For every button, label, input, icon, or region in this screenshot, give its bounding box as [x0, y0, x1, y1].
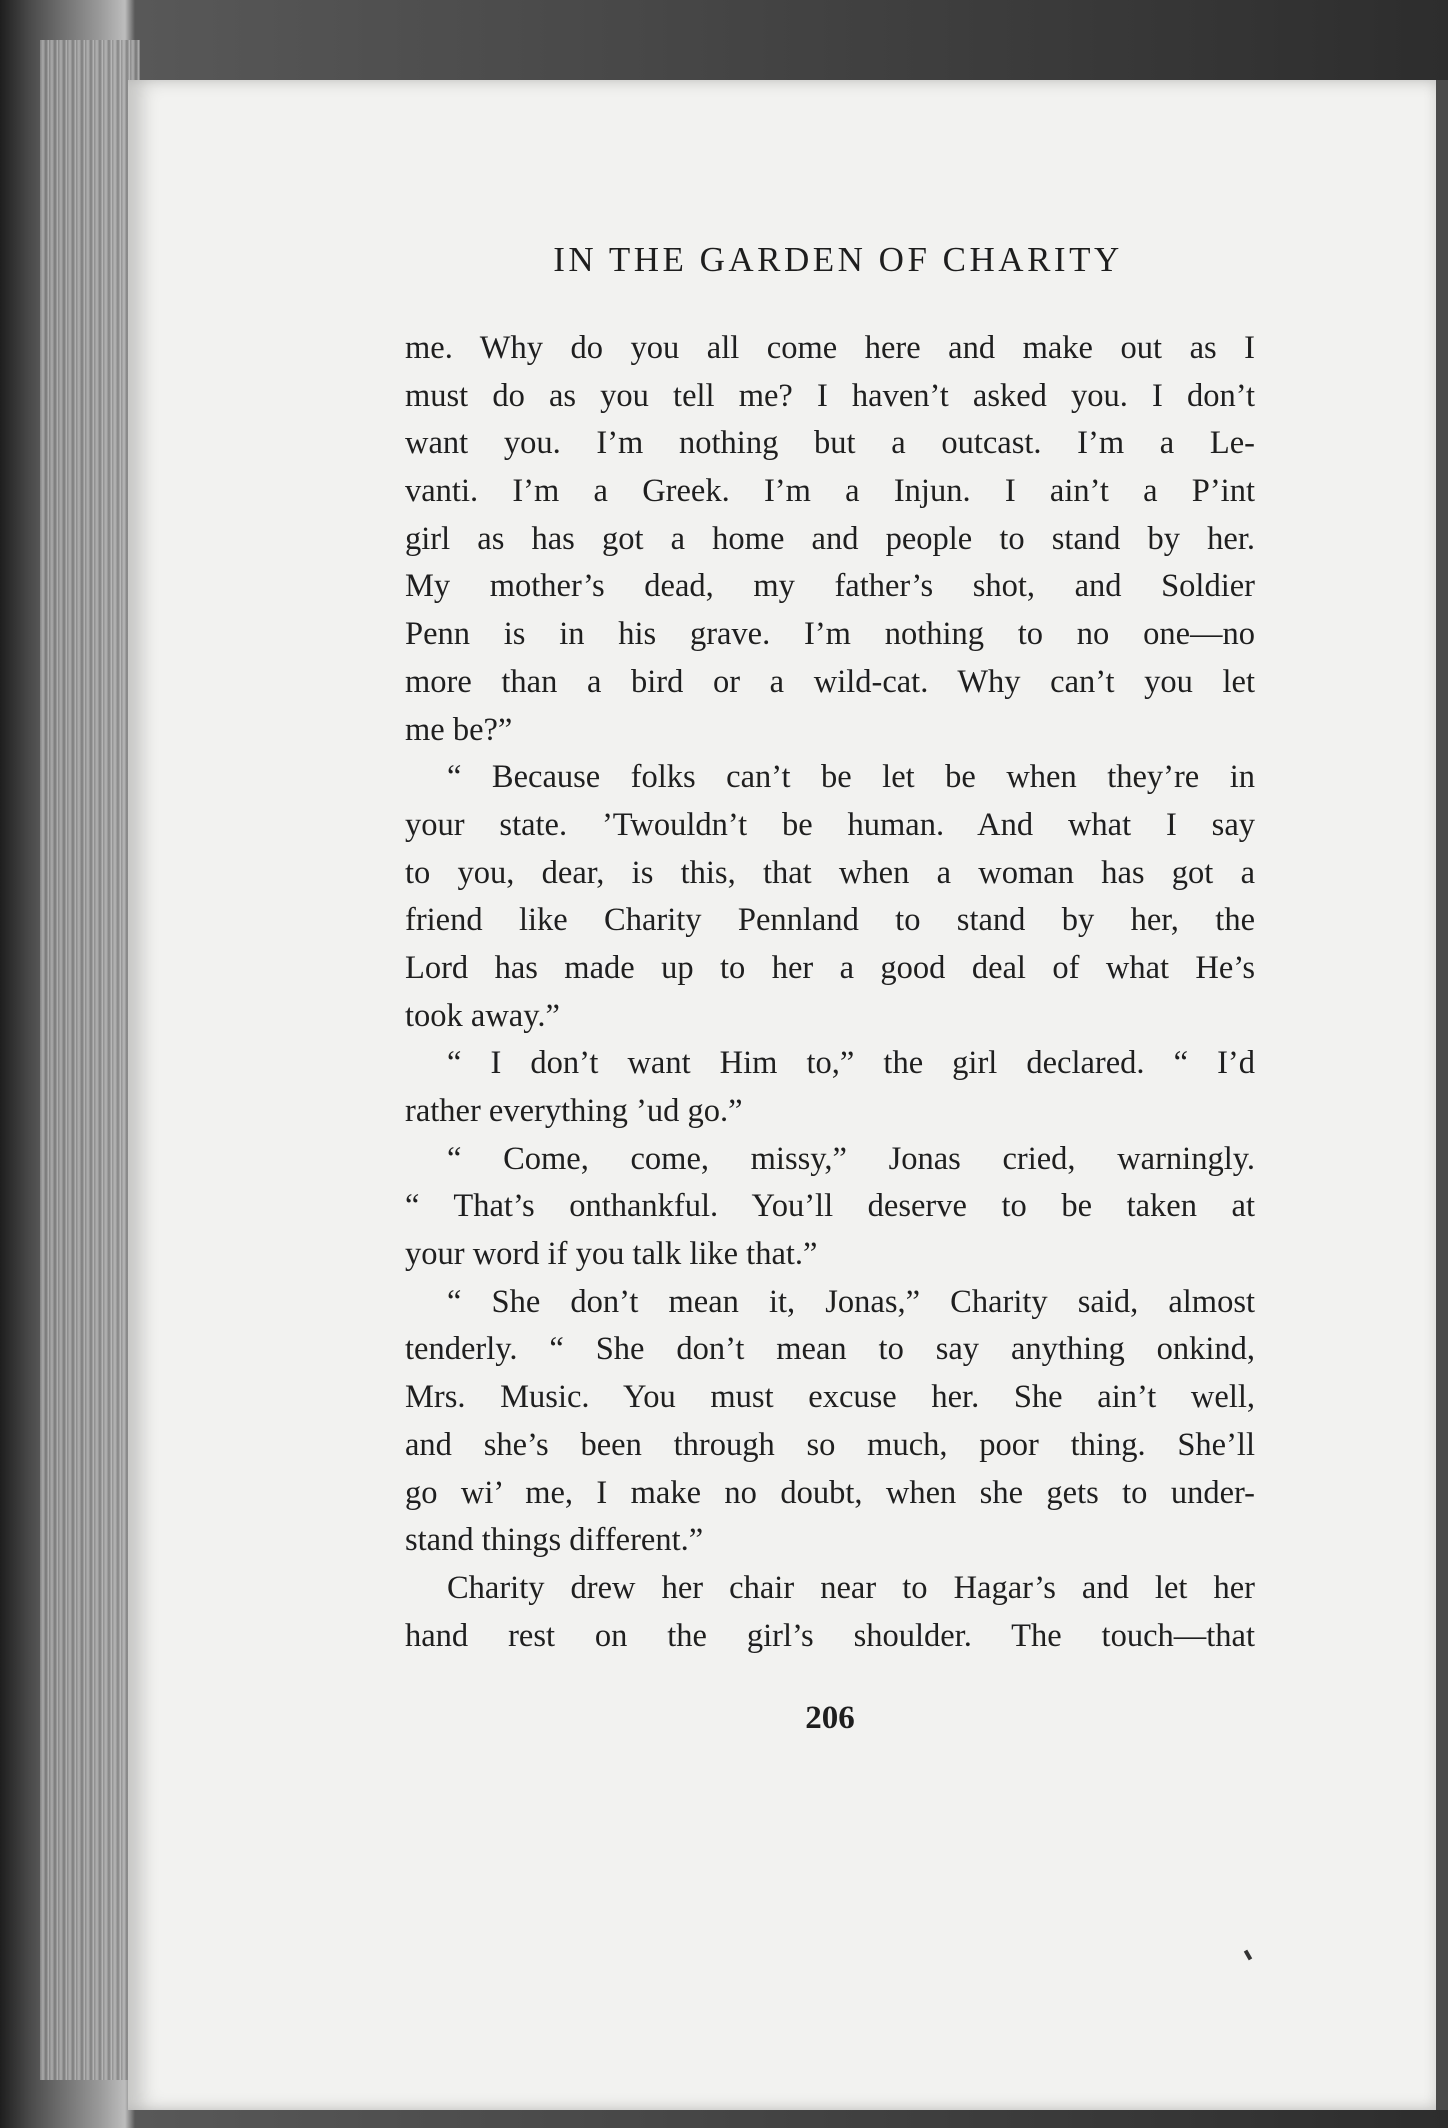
text-line: “ Because folks can’t be let be when they’re in — [447, 759, 1255, 796]
text-line: hand rest on the girl’s shoulder. The touch—that — [405, 1617, 1255, 1654]
text-line: My mother’s dead, my father’s shot, and Soldier — [405, 568, 1255, 605]
text-line: must do as you tell me? I haven’t asked you. I don’t — [405, 377, 1255, 414]
text-line: rather everything ’ud go.” — [405, 1093, 743, 1129]
text-line: want you. I’m nothing but a outcast. I’m a Le- — [405, 425, 1255, 462]
text-line: vanti. I’m a Greek. I’m a Injun. I ain’t a P’int — [405, 473, 1255, 510]
text-line: Lord has made up to her a good deal of what He’s — [405, 949, 1255, 986]
running-head: IN THE GARDEN OF CHARITY — [553, 240, 1123, 279]
text-line: your state. ’Twouldn’t be human. And what I say — [405, 806, 1255, 843]
text-line: Penn is in his grave. I’m nothing to no one—no — [405, 616, 1255, 653]
text-line: go wi’ me, I make no doubt, when she gets to under- — [405, 1474, 1255, 1511]
page-number: 206 — [805, 1700, 855, 1736]
text-line: tenderly. “ She don’t mean to say anything onkind, — [405, 1331, 1255, 1368]
page-right-shadow — [1436, 80, 1448, 2110]
text-line: “ She don’t mean it, Jonas,” Charity said, almost — [447, 1283, 1255, 1320]
text-line: friend like Charity Pennland to stand by her, the — [405, 902, 1255, 939]
text-line: “ That’s onthankful. You’ll deserve to be taken at — [405, 1188, 1255, 1225]
page-edges — [40, 40, 140, 2080]
text-line: me be?” — [405, 711, 513, 748]
text-line: “ I don’t want Him to,” the girl declared. “ I’d — [447, 1045, 1255, 1082]
text-line: “ Come, come, missy,” Jonas cried, warningly. — [447, 1140, 1255, 1177]
text-line: took away.” — [405, 997, 560, 1034]
text-line: me. Why do you all come here and make out as I — [405, 330, 1255, 366]
text-line: your word if you talk like that.” — [405, 1236, 818, 1273]
text-line: more than a bird or a wild-cat. Why can’t you let — [405, 663, 1255, 700]
text-line: stand things different.” — [405, 1522, 704, 1559]
text-line: Charity drew her chair near to Hagar’s and let her — [447, 1569, 1255, 1606]
text-line: girl as has got a home and people to stand by her. — [405, 520, 1255, 557]
text-line: Mrs. Music. You must excuse her. She ain’t well, — [405, 1379, 1255, 1416]
body-text — [405, 325, 1255, 1660]
text-line: and she’s been through so much, poor thing. She’ll — [405, 1426, 1255, 1463]
text-line: to you, dear, is this, that when a woman has got a — [405, 854, 1255, 891]
